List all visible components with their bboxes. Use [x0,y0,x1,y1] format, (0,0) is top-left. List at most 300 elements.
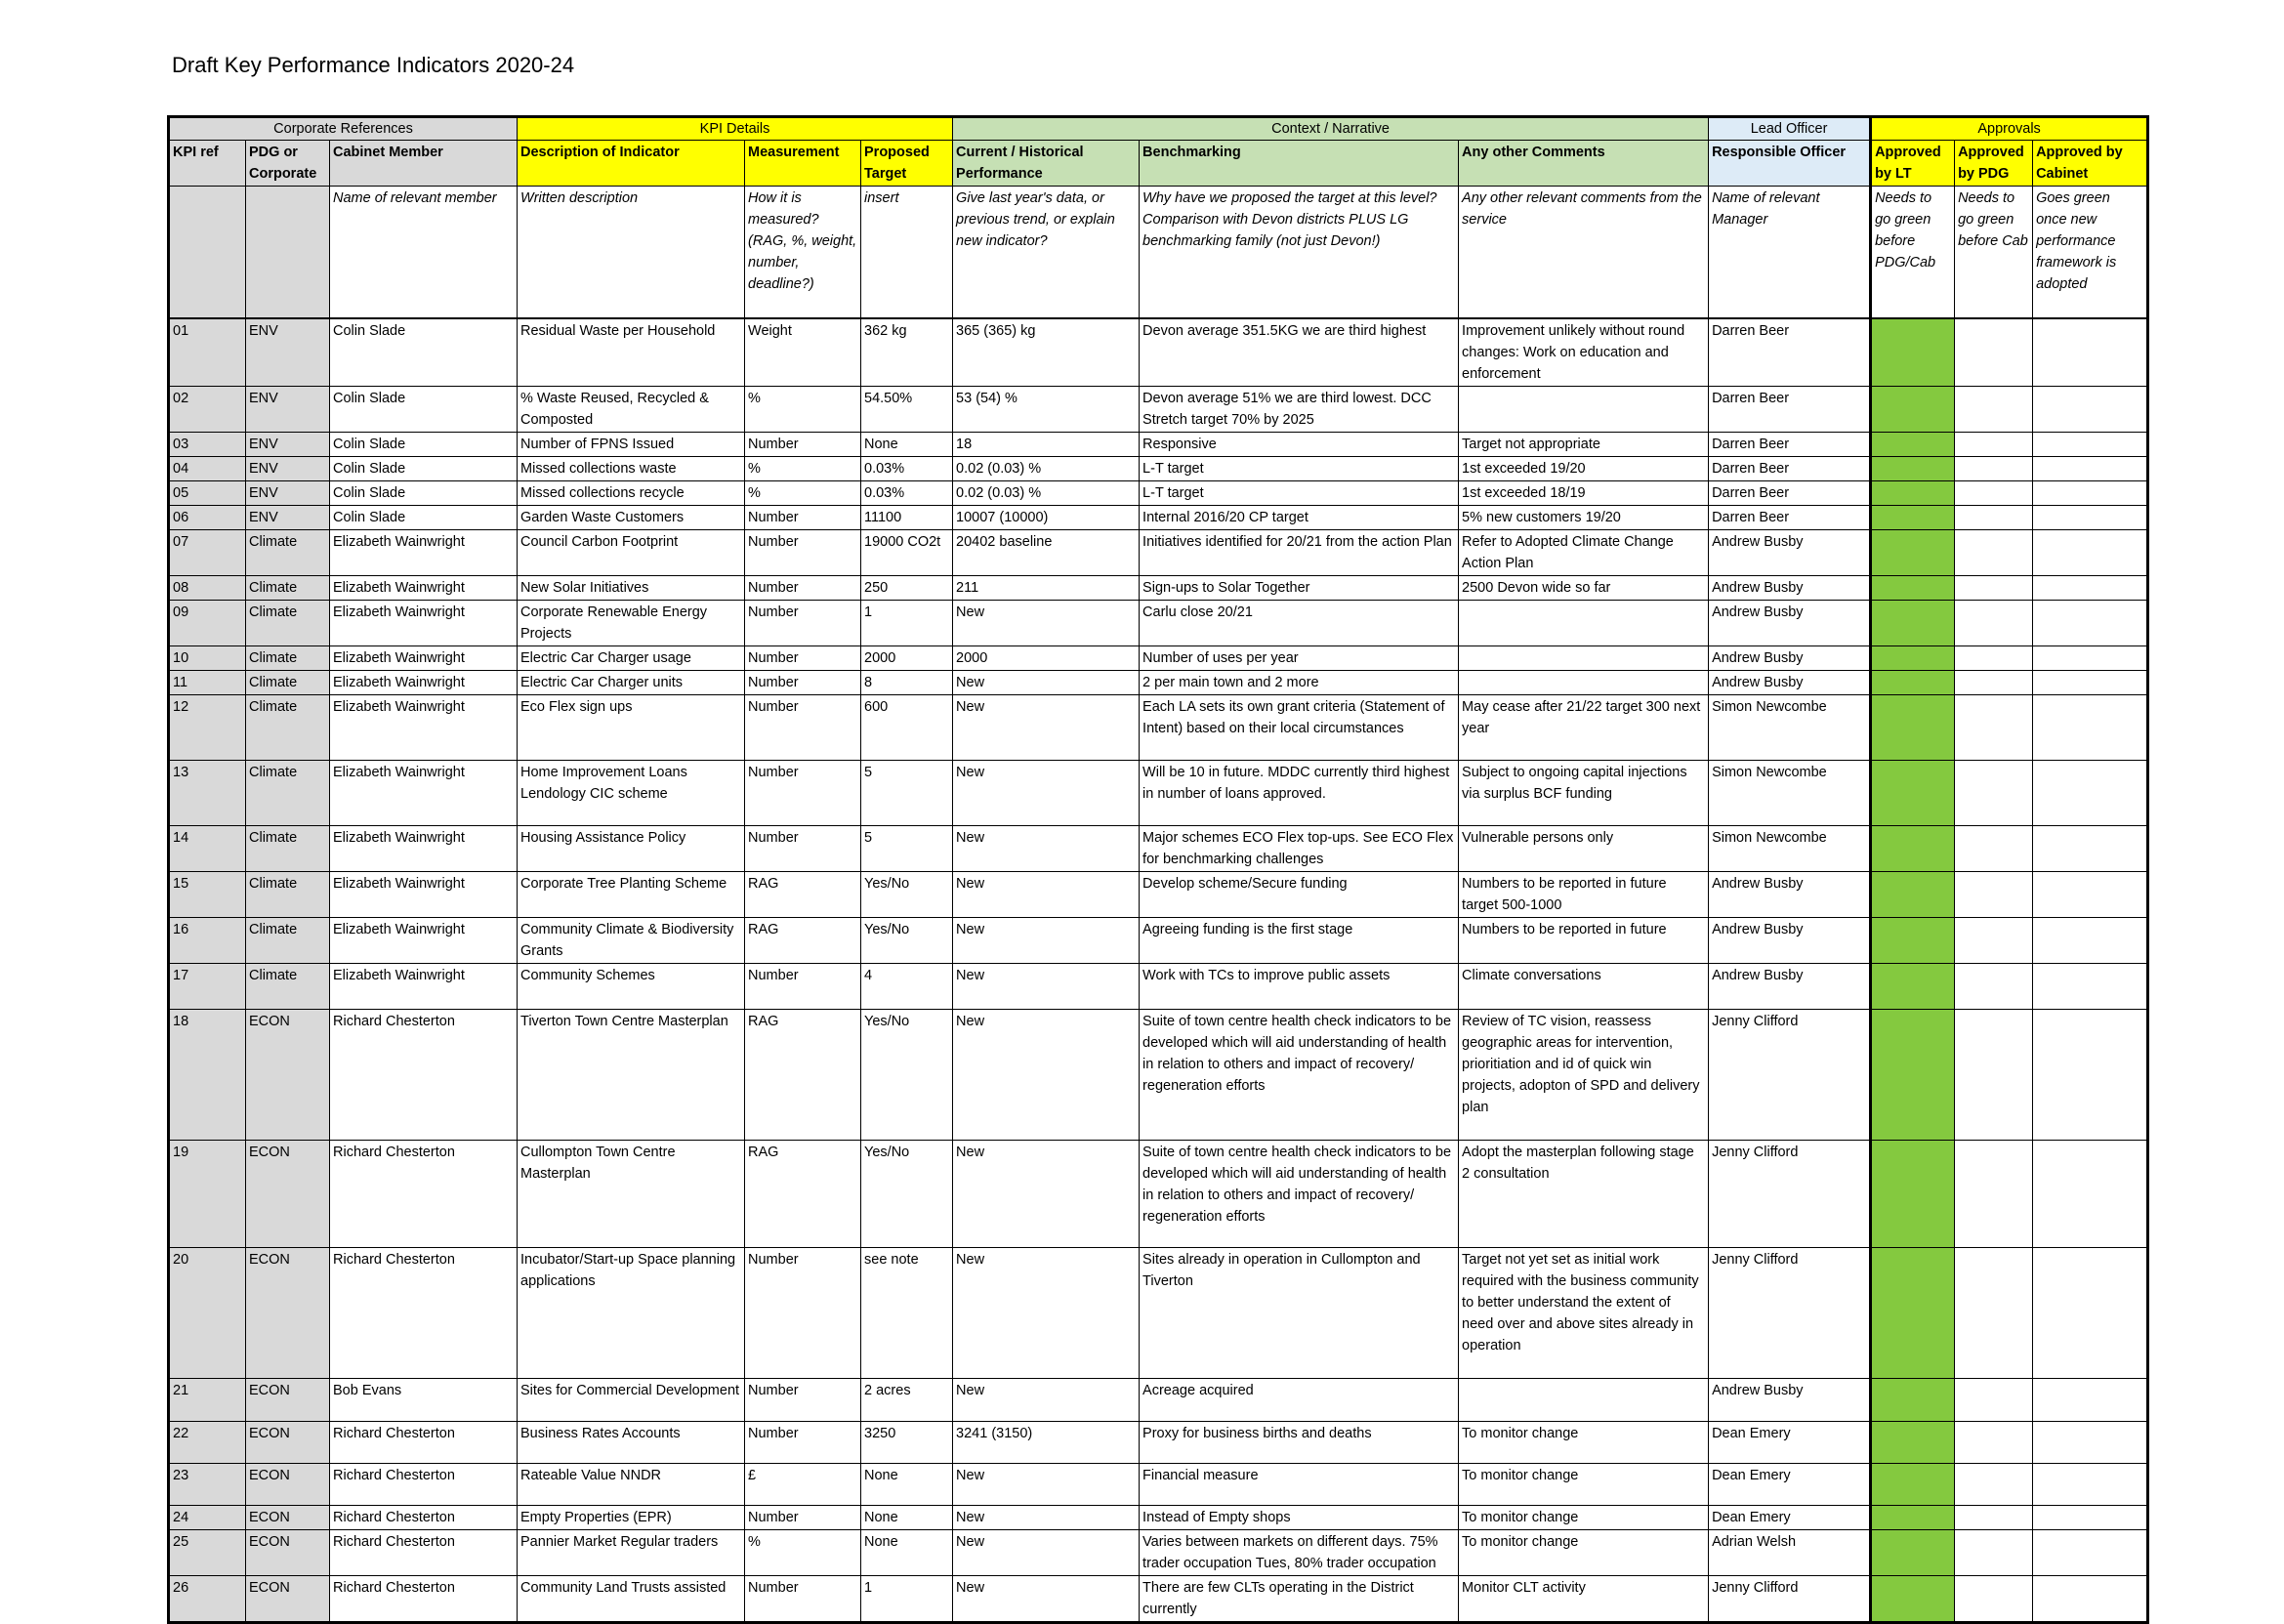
cabinet-member-cell: Richard Chesterton [330,1576,518,1623]
approved-pdg-cell [1955,1422,2033,1464]
approved-pdg-cell [1955,826,2033,872]
current-performance-cell: New [953,671,1140,695]
comments-cell: To monitor change [1459,1464,1709,1506]
target-cell: 5 [861,761,953,826]
responsible-officer-cell: Dean Emery [1709,1464,1871,1506]
pdg-cell: ECON [246,1141,330,1248]
description-cell: Housing Assistance Policy [518,826,745,872]
guidance-row [169,187,2148,319]
approved-cabinet-cell [2033,601,2148,646]
approved-lt-cell [1871,918,1955,964]
pdg-cell: Climate [246,646,330,671]
target-cell: None [861,1464,953,1506]
guidance-cabinet-member: Name of relevant member [330,187,518,319]
comments-cell: 1st exceeded 18/19 [1459,481,1709,506]
approved-cabinet-cell [2033,1530,2148,1576]
kpi-ref-cell: 11 [169,671,246,695]
responsible-officer-cell: Andrew Busby [1709,964,1871,1010]
benchmarking-cell: There are few CLTs operating in the District currently [1140,1576,1459,1623]
kpi-ref-cell: 15 [169,872,246,918]
target-cell: 3250 [861,1422,953,1464]
cabinet-member-cell: Richard Chesterton [330,1422,518,1464]
comments-cell: Vulnerable persons only [1459,826,1709,872]
approved-lt-cell [1871,481,1955,506]
guidance-benchmarking: Why have we proposed the target at this level? Comparison with Devon districts PLUS LG benchmarking family (not just Devon!) [1140,187,1459,319]
benchmarking-cell: Responsive [1140,433,1459,457]
measurement-cell: Weight [745,318,861,387]
benchmarking-cell: Initiatives identified for 20/21 from the action Plan [1140,530,1459,576]
description-cell: Pannier Market Regular traders [518,1530,745,1576]
measurement-cell: Number [745,1379,861,1422]
guidance-target: insert [861,187,953,319]
description-cell: Empty Properties (EPR) [518,1506,745,1530]
table-row [169,433,2148,457]
pdg-cell: Climate [246,601,330,646]
comments-cell: Target not appropriate [1459,433,1709,457]
header-pdg-or-corporate: PDG or Corporate [246,141,330,187]
approved-cabinet-cell [2033,433,2148,457]
responsible-officer-cell: Jenny Clifford [1709,1576,1871,1623]
table-row [169,1422,2148,1464]
table-row [169,695,2148,761]
kpi-ref-cell: 07 [169,530,246,576]
cabinet-member-cell: Colin Slade [330,318,518,387]
approved-cabinet-cell [2033,576,2148,601]
kpi-ref-cell: 24 [169,1506,246,1530]
header-measurement: Measurement [745,141,861,187]
approved-lt-cell [1871,433,1955,457]
approved-pdg-cell [1955,1506,2033,1530]
approved-lt-cell [1871,1422,1955,1464]
description-cell: Incubator/Start-up Space planning applications [518,1248,745,1379]
comments-cell: 5% new customers 19/20 [1459,506,1709,530]
responsible-officer-cell: Darren Beer [1709,481,1871,506]
pdg-cell: Climate [246,826,330,872]
approved-cabinet-cell [2033,1010,2148,1141]
kpi-ref-cell: 04 [169,457,246,481]
description-cell: Home Improvement Loans Lendology CIC scheme [518,761,745,826]
pdg-cell: Climate [246,964,330,1010]
approved-lt-cell [1871,318,1955,387]
current-performance-cell: New [953,1576,1140,1623]
kpi-ref-cell: 14 [169,826,246,872]
approved-cabinet-cell [2033,506,2148,530]
approved-pdg-cell [1955,761,2033,826]
approved-cabinet-cell [2033,318,2148,387]
comments-cell: Monitor CLT activity [1459,1576,1709,1623]
measurement-cell: RAG [745,1141,861,1248]
comments-cell: Numbers to be reported in future [1459,918,1709,964]
target-cell: None [861,1530,953,1576]
comments-cell: Refer to Adopted Climate Change Action Plan [1459,530,1709,576]
cabinet-member-cell: Elizabeth Wainwright [330,671,518,695]
description-cell: Corporate Tree Planting Scheme [518,872,745,918]
responsible-officer-cell: Jenny Clifford [1709,1141,1871,1248]
guidance-approved-cabinet: Goes green once new performance framework is adopted [2033,187,2148,319]
benchmarking-cell: Suite of town centre health check indicators to be developed which will aid understanding of health in relation to others and impact of recovery/ regeneration efforts [1140,1141,1459,1248]
target-cell: Yes/No [861,872,953,918]
pdg-cell: ENV [246,481,330,506]
target-cell: 4 [861,964,953,1010]
benchmarking-cell: Devon average 351.5KG we are third highest [1140,318,1459,387]
kpi-ref-cell: 20 [169,1248,246,1379]
approved-pdg-cell [1955,433,2033,457]
description-cell: Business Rates Accounts [518,1422,745,1464]
table-row [169,506,2148,530]
approved-cabinet-cell [2033,646,2148,671]
approved-pdg-cell [1955,1576,2033,1623]
current-performance-cell: 3241 (3150) [953,1422,1140,1464]
header-proposed-target: Proposed Target [861,141,953,187]
target-cell: Yes/No [861,918,953,964]
approved-pdg-cell [1955,695,2033,761]
approved-lt-cell [1871,457,1955,481]
guidance-description: Written description [518,187,745,319]
pdg-cell: ECON [246,1576,330,1623]
benchmarking-cell: L-T target [1140,481,1459,506]
current-performance-cell: 0.02 (0.03) % [953,481,1140,506]
approved-lt-cell [1871,872,1955,918]
approved-lt-cell [1871,1248,1955,1379]
approved-lt-cell [1871,695,1955,761]
header-approved-by-lt: Approved by LT [1871,141,1955,187]
approved-cabinet-cell [2033,872,2148,918]
responsible-officer-cell: Andrew Busby [1709,918,1871,964]
comments-cell [1459,671,1709,695]
responsible-officer-cell: Dean Emery [1709,1506,1871,1530]
table-row [169,671,2148,695]
pdg-cell: Climate [246,872,330,918]
approved-lt-cell [1871,646,1955,671]
measurement-cell: Number [745,506,861,530]
target-cell: 54.50% [861,387,953,433]
comments-cell: Improvement unlikely without round changes: Work on education and enforcement [1459,318,1709,387]
comments-cell: 2500 Devon wide so far [1459,576,1709,601]
cabinet-member-cell: Richard Chesterton [330,1464,518,1506]
approved-lt-cell [1871,1576,1955,1623]
measurement-cell: Number [745,601,861,646]
approved-pdg-cell [1955,1141,2033,1248]
approved-lt-cell [1871,671,1955,695]
current-performance-cell: New [953,826,1140,872]
measurement-cell: RAG [745,872,861,918]
current-performance-cell: New [953,964,1140,1010]
current-performance-cell: 365 (365) kg [953,318,1140,387]
current-performance-cell: New [953,872,1140,918]
approved-cabinet-cell [2033,1248,2148,1379]
description-cell: Rateable Value NNDR [518,1464,745,1506]
description-cell: Corporate Renewable Energy Projects [518,601,745,646]
approved-cabinet-cell [2033,964,2148,1010]
current-performance-cell: New [953,1506,1140,1530]
table-row [169,1141,2148,1248]
description-cell: New Solar Initiatives [518,576,745,601]
approved-pdg-cell [1955,1010,2033,1141]
target-cell: Yes/No [861,1010,953,1141]
current-performance-cell: 211 [953,576,1140,601]
current-performance-cell: New [953,1010,1140,1141]
pdg-cell: ECON [246,1248,330,1379]
benchmarking-cell: Major schemes ECO Flex top-ups. See ECO Flex for benchmarking challenges [1140,826,1459,872]
cabinet-member-cell: Colin Slade [330,387,518,433]
kpi-ref-cell: 21 [169,1379,246,1422]
header-current-performance: Current / Historical Performance [953,141,1140,187]
cabinet-member-cell: Elizabeth Wainwright [330,576,518,601]
approved-pdg-cell [1955,481,2033,506]
current-performance-cell: New [953,1464,1140,1506]
description-cell: Residual Waste per Household [518,318,745,387]
current-performance-cell: New [953,1141,1140,1248]
cabinet-member-cell: Elizabeth Wainwright [330,826,518,872]
kpi-ref-cell: 01 [169,318,246,387]
approved-cabinet-cell [2033,761,2148,826]
guidance-approved-pdg: Needs to go green before Cab [1955,187,2033,319]
description-cell: Community Climate & Biodiversity Grants [518,918,745,964]
benchmarking-cell: Suite of town centre health check indicators to be developed which will aid understanding of health in relation to others and impact of recovery/ regeneration efforts [1140,1010,1459,1141]
benchmarking-cell: Each LA sets its own grant criteria (Statement of Intent) based on their local circumstances [1140,695,1459,761]
cabinet-member-cell: Elizabeth Wainwright [330,761,518,826]
comments-cell [1459,387,1709,433]
approved-cabinet-cell [2033,671,2148,695]
measurement-cell: % [745,457,861,481]
benchmarking-cell: Devon average 51% we are third lowest. DCC Stretch target 70% by 2025 [1140,387,1459,433]
kpi-ref-cell: 08 [169,576,246,601]
description-cell: Cullompton Town Centre Masterplan [518,1141,745,1248]
guidance-comments: Any other relevant comments from the service [1459,187,1709,319]
table-row [169,918,2148,964]
measurement-cell: % [745,481,861,506]
header-approved-by-cabinet: Approved by Cabinet [2033,141,2148,187]
approved-pdg-cell [1955,964,2033,1010]
table-row [169,1379,2148,1422]
header-benchmarking: Benchmarking [1140,141,1459,187]
current-performance-cell: 10007 (10000) [953,506,1140,530]
table-row [169,1464,2148,1506]
cabinet-member-cell: Richard Chesterton [330,1010,518,1141]
pdg-cell: ENV [246,506,330,530]
group-kpi-details: KPI Details [518,117,953,141]
cabinet-member-cell: Elizabeth Wainwright [330,964,518,1010]
measurement-cell: RAG [745,1010,861,1141]
measurement-cell: Number [745,1422,861,1464]
benchmarking-cell: Agreeing funding is the first stage [1140,918,1459,964]
target-cell: 362 kg [861,318,953,387]
cabinet-member-cell: Elizabeth Wainwright [330,601,518,646]
approved-lt-cell [1871,601,1955,646]
pdg-cell: ECON [246,1530,330,1576]
comments-cell: Target not yet set as initial work required with the business community to better understand the extent of need over and above sites already in operation [1459,1248,1709,1379]
comments-cell [1459,1379,1709,1422]
header-approved-by-pdg: Approved by PDG [1955,141,2033,187]
benchmarking-cell: L-T target [1140,457,1459,481]
kpi-ref-cell: 12 [169,695,246,761]
pdg-cell: ECON [246,1464,330,1506]
target-cell: 600 [861,695,953,761]
kpi-table [167,115,2149,1624]
approved-pdg-cell [1955,671,2033,695]
measurement-cell: RAG [745,918,861,964]
pdg-cell: Climate [246,576,330,601]
approved-pdg-cell [1955,457,2033,481]
responsible-officer-cell: Simon Newcombe [1709,761,1871,826]
guidance-current: Give last year's data, or previous trend, or explain new indicator? [953,187,1140,319]
kpi-ref-cell: 03 [169,433,246,457]
responsible-officer-cell: Simon Newcombe [1709,826,1871,872]
approved-cabinet-cell [2033,457,2148,481]
target-cell: 0.03% [861,457,953,481]
approved-pdg-cell [1955,318,2033,387]
approved-cabinet-cell [2033,1576,2148,1623]
kpi-ref-cell: 06 [169,506,246,530]
measurement-cell: Number [745,671,861,695]
current-performance-cell: 53 (54) % [953,387,1140,433]
responsible-officer-cell: Darren Beer [1709,457,1871,481]
pdg-cell: Climate [246,530,330,576]
benchmarking-cell: Number of uses per year [1140,646,1459,671]
target-cell: Yes/No [861,1141,953,1248]
cabinet-member-cell: Colin Slade [330,457,518,481]
table-row [169,1530,2148,1576]
comments-cell: 1st exceeded 19/20 [1459,457,1709,481]
cabinet-member-cell: Richard Chesterton [330,1506,518,1530]
kpi-ref-cell: 26 [169,1576,246,1623]
comments-cell: May cease after 21/22 target 300 next year [1459,695,1709,761]
target-cell: 5 [861,826,953,872]
responsible-officer-cell: Andrew Busby [1709,530,1871,576]
benchmarking-cell: Develop scheme/Secure funding [1140,872,1459,918]
measurement-cell: £ [745,1464,861,1506]
comments-cell: To monitor change [1459,1422,1709,1464]
measurement-cell: Number [745,964,861,1010]
cabinet-member-cell: Elizabeth Wainwright [330,530,518,576]
guidance-officer: Name of relevant Manager [1709,187,1871,319]
description-cell: Missed collections waste [518,457,745,481]
kpi-ref-cell: 22 [169,1422,246,1464]
group-header-row [169,117,2148,141]
kpi-ref-cell: 23 [169,1464,246,1506]
table-row [169,530,2148,576]
pdg-cell: ENV [246,433,330,457]
kpi-ref-cell: 02 [169,387,246,433]
approved-lt-cell [1871,826,1955,872]
target-cell: 2000 [861,646,953,671]
approved-cabinet-cell [2033,826,2148,872]
measurement-cell: Number [745,1576,861,1623]
approved-pdg-cell [1955,387,2033,433]
responsible-officer-cell: Dean Emery [1709,1422,1871,1464]
pdg-cell: ECON [246,1506,330,1530]
measurement-cell: Number [745,530,861,576]
benchmarking-cell: Financial measure [1140,1464,1459,1506]
kpi-ref-cell: 16 [169,918,246,964]
pdg-cell: ECON [246,1010,330,1141]
description-cell: Council Carbon Footprint [518,530,745,576]
table-row [169,576,2148,601]
approved-pdg-cell [1955,601,2033,646]
description-cell: Community Land Trusts assisted [518,1576,745,1623]
current-performance-cell: 2000 [953,646,1140,671]
benchmarking-cell: Carlu close 20/21 [1140,601,1459,646]
measurement-cell: % [745,1530,861,1576]
responsible-officer-cell: Darren Beer [1709,506,1871,530]
pdg-cell: Climate [246,695,330,761]
approved-lt-cell [1871,530,1955,576]
table-row [169,1248,2148,1379]
description-cell: Sites for Commercial Development [518,1379,745,1422]
header-description: Description of Indicator [518,141,745,187]
table-row [169,1506,2148,1530]
approved-cabinet-cell [2033,530,2148,576]
measurement-cell: Number [745,761,861,826]
description-cell: Tiverton Town Centre Masterplan [518,1010,745,1141]
approved-pdg-cell [1955,1379,2033,1422]
cabinet-member-cell: Colin Slade [330,506,518,530]
measurement-cell: Number [745,576,861,601]
approved-pdg-cell [1955,646,2033,671]
approved-cabinet-cell [2033,387,2148,433]
description-cell: Electric Car Charger usage [518,646,745,671]
cabinet-member-cell: Elizabeth Wainwright [330,918,518,964]
comments-cell: Numbers to be reported in future target 500-1000 [1459,872,1709,918]
comments-cell [1459,601,1709,646]
kpi-ref-cell: 18 [169,1010,246,1141]
guidance-measurement: How it is measured? (RAG, %, weight, number, deadline?) [745,187,861,319]
approved-lt-cell [1871,964,1955,1010]
target-cell: 250 [861,576,953,601]
target-cell: 2 acres [861,1379,953,1422]
comments-cell [1459,646,1709,671]
responsible-officer-cell: Jenny Clifford [1709,1010,1871,1141]
description-cell: Community Schemes [518,964,745,1010]
measurement-cell: Number [745,1248,861,1379]
description-cell: Missed collections recycle [518,481,745,506]
target-cell: 1 [861,1576,953,1623]
approved-lt-cell [1871,506,1955,530]
table-row [169,826,2148,872]
current-performance-cell: New [953,1248,1140,1379]
target-cell: see note [861,1248,953,1379]
table-row [169,481,2148,506]
pdg-cell: ECON [246,1379,330,1422]
header-cabinet-member: Cabinet Member [330,141,518,187]
table-row [169,872,2148,918]
current-performance-cell: New [953,918,1140,964]
current-performance-cell: New [953,695,1140,761]
target-cell: 19000 CO2t [861,530,953,576]
benchmarking-cell: Work with TCs to improve public assets [1140,964,1459,1010]
approved-pdg-cell [1955,872,2033,918]
comments-cell: To monitor change [1459,1506,1709,1530]
responsible-officer-cell: Andrew Busby [1709,872,1871,918]
approved-lt-cell [1871,1464,1955,1506]
description-cell: Number of FPNS Issued [518,433,745,457]
table-row [169,1576,2148,1623]
current-performance-cell: 18 [953,433,1140,457]
cabinet-member-cell: Richard Chesterton [330,1530,518,1576]
approved-pdg-cell [1955,1530,2033,1576]
approved-pdg-cell [1955,1464,2033,1506]
approved-cabinet-cell [2033,1379,2148,1422]
header-other-comments: Any other Comments [1459,141,1709,187]
approved-lt-cell [1871,576,1955,601]
page-title: Draft Key Performance Indicators 2020-24 [172,53,575,77]
responsible-officer-cell: Andrew Busby [1709,601,1871,646]
target-cell: 0.03% [861,481,953,506]
approved-cabinet-cell [2033,1422,2148,1464]
approved-lt-cell [1871,1141,1955,1248]
current-performance-cell: New [953,761,1140,826]
kpi-ref-cell: 10 [169,646,246,671]
